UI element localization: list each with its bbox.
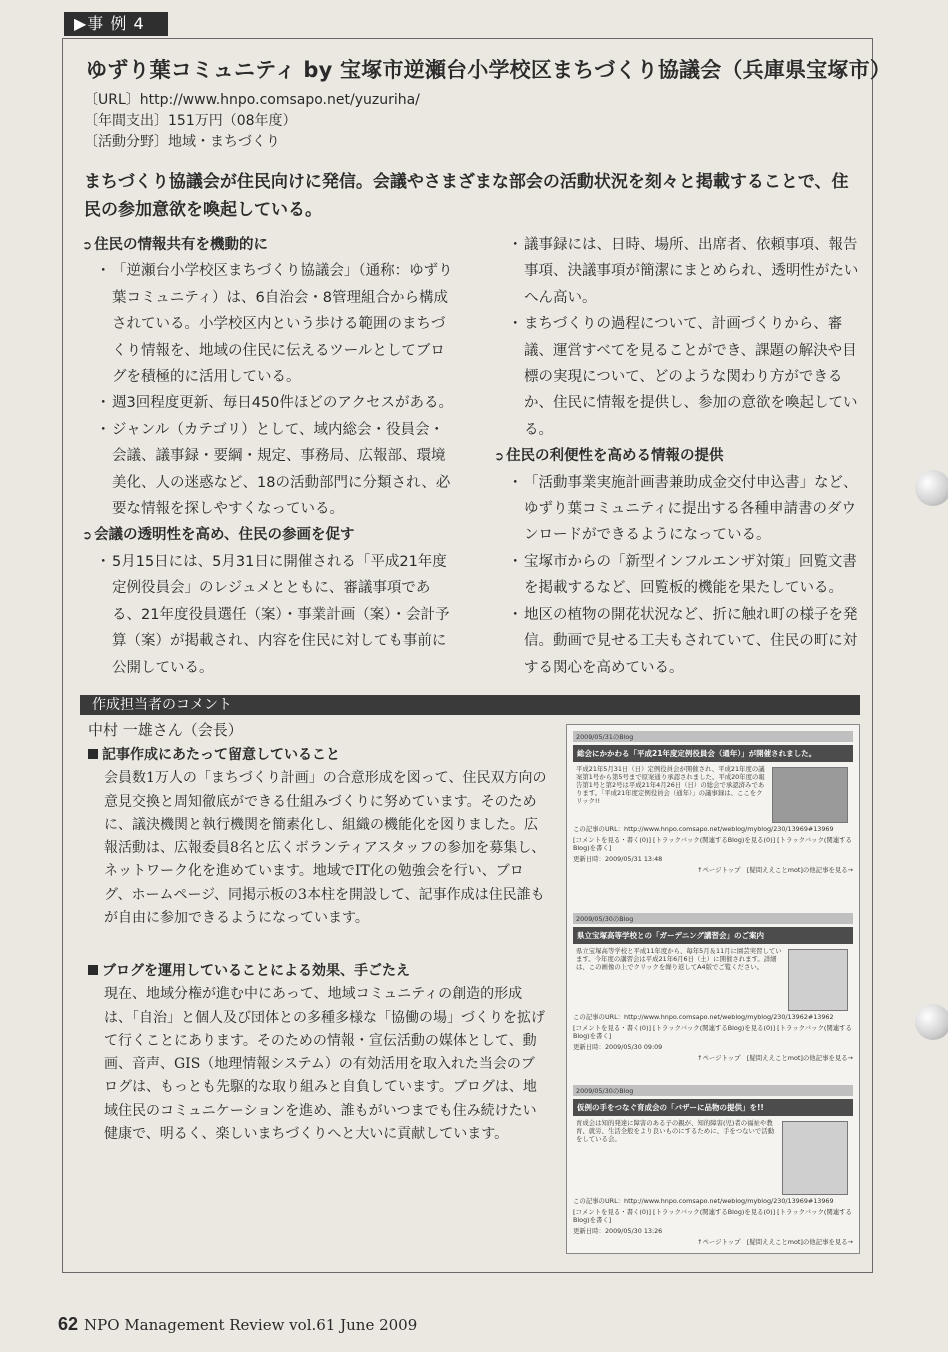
- article-meta: [84, 90, 420, 153]
- bullet-item: ・ 地区の植物の開花状況など、折に触れ町の様子を発信。動画で見せる工夫もされていて、住民の町に対する関心を高めている。: [508, 606, 858, 676]
- section-heading: ➲ 住民の情報共有を機動的に: [82, 237, 269, 253]
- square-bullet-icon: [88, 749, 98, 759]
- bullet-item: ・ 宝塚市からの「新型インフルエンザ対策」回覧文書を掲載するなど、回覧板的機能を果たしている。: [508, 553, 857, 597]
- comment-block-2: [88, 960, 548, 1146]
- entry-date: 2009/05/30のBlog: [573, 913, 853, 924]
- case-tag: ▶事 例 4: [64, 12, 168, 36]
- page-footer: [58, 1314, 417, 1335]
- entry-updated: 更新日時：2009/05/31 13:48: [573, 855, 663, 863]
- entry-updated: 更新日時：2009/05/30 13:26: [573, 1227, 663, 1235]
- entry-comment-links[interactable]: [コメントを見る・書く(0)] [トラックバック(関連するBlog)を見る(0)] [トラックバック(関連するBlog)を書く]: [573, 836, 852, 852]
- bullet-item: ・ まちづくりの過程について、計画づくりから、審議、運営すべてを見ることができ、課題の解決や目標の実現について、どのような関わり方ができるか、住民に情報を提供し、参加の意欲を喚起している。: [508, 316, 858, 438]
- comment-section-bar: 作成担当者のコメント: [80, 695, 860, 715]
- bullet-item: ・ 「逆瀬台小学校区まちづくり協議会」（通称：ゆずり葉コミュニティ）は、6自治会・8管理組合から構成されている。小学校区内という歩ける範囲のまちづくり情報を、地域の住民に伝えるツールとしてブログを積極的に活用している。: [96, 263, 453, 386]
- bullet-item: ・ 議事録には、日時、場所、出席者、依頼事項、報告事項、決議事項が簡潔にまとめられ、透明性がたいへん高い。: [508, 237, 859, 306]
- entry-flyer-image: [782, 1121, 848, 1195]
- section-heading: ➲ 住民の利便性を高める情報の提供: [494, 448, 724, 465]
- bullet-item: ・ 「活動事業実施計画書兼助成金交付申込書」など、ゆずり葉コミュニティに提出する各種申請書のダウンロードができるようになっている。: [508, 474, 858, 544]
- right-column: [494, 232, 864, 681]
- entry-url[interactable]: この記事のURL：http://www.hnpo.comsapo.net/weblog/myblog/230/13969#13969: [573, 825, 834, 833]
- entry-photo: [772, 767, 848, 823]
- entry-title[interactable]: 県立宝塚高等学校との「ガーデニング講習会」のご案内: [573, 927, 853, 944]
- meta-field: 〔活動分野〕地域・まちづくり: [84, 134, 280, 150]
- entry-date: 2009/05/30のBlog: [573, 1085, 853, 1096]
- arrow-icon: ➲: [82, 238, 93, 252]
- blog-entry: [573, 913, 853, 1062]
- comment-question: ブログを運用していることによる効果、手ごたえ: [88, 960, 548, 983]
- blog-entry: [573, 731, 853, 874]
- entry-body: 育成会は知的発達に障害のある子の親が、知的障害(児)者の福祉や教育、就労、生活全般をより良いものにするために、手をつないで活動をしている会。: [573, 1116, 853, 1146]
- entry-body: 平成21年5月31日（日）定例役員会が開催され、平成21年度の議案第1号から第5号まで原案通り承認されました。平成20年度の報告第1号と第2号は平成21年4月26日（日）の総会で承認済みであります。「平成21年度定例役員会（通年）」の議事録は、ここをクリック!!: [573, 762, 853, 808]
- entry-comment-links[interactable]: [コメントを見る・書く(0)] [トラックバック(関連するBlog)を見る(0)] [トラックバック(関連するBlog)を書く]: [573, 1208, 852, 1224]
- article-title: ゆずり葉コミュニティ by 宝塚市逆瀬台小学校区まちづくり協議会（兵庫県宝塚市）: [86, 58, 892, 82]
- comment-question: 記事作成にあたって留意していること: [88, 744, 548, 767]
- comment-block-1: [88, 744, 548, 930]
- bullet-item: ・ 5月15日には、5月31日に開催される「平成21年度定例役員会」のレジュメとともに、審議事項である、21年度役員選任（案）・事業計画（案）・会計予算（案）が掲載され、内容を住民に対しても事前に公開している。: [96, 553, 450, 676]
- blog-screenshot: [566, 724, 860, 1254]
- blog-entry: [573, 1085, 853, 1246]
- binder-hole: [915, 470, 948, 506]
- entry-comment-links[interactable]: [コメントを見る・書く(0)] [トラックバック(関連するBlog)を見る(0)] [トラックバック(関連するBlog)を書く]: [573, 1024, 852, 1040]
- entry-url[interactable]: この記事のURL：http://www.hnpo.comsapo.net/weblog/myblog/230/13969#13969: [573, 1197, 834, 1205]
- square-bullet-icon: [88, 965, 98, 975]
- entry-title[interactable]: 仮例の手をつなぐ育成会の「バザーに品物の提供」を!!: [573, 1099, 853, 1116]
- arrow-icon: ➲: [494, 449, 505, 464]
- section-heading: ➲ 会議の透明性を高め、住民の参画を促す: [82, 527, 355, 544]
- arrow-icon: ➲: [82, 528, 93, 543]
- meta-url: 〔URL〕http://www.hnpo.comsapo.net/yuzuriha/: [84, 92, 420, 108]
- binder-hole: [915, 1004, 948, 1040]
- entry-body: 県立宝塚高等学校と平成11年度から、毎年5月＆11月に園芸実習しています。今年度の講習会は平成21年6月6日（土）に開催されます。詳細は、この画像の上でクリックを繰り返してA4版でご覧ください。: [573, 944, 853, 974]
- entry-updated: 更新日時：2009/05/30 09:09: [573, 1043, 663, 1051]
- commenter-name: 中村 一雄さん（会長）: [88, 721, 243, 739]
- comment-answer: 会員数1万人の「まちづくり計画」の合意形成を図って、住民双方向の意見交換と周知徹底ができる仕組みづくりに努めています。そのために、議決機関と執行機関を簡素化し、組織の機能化を図りました。広報活動は、広報委員8名と広くボランティアスタッフの参加を募集し、ネットワーク化を進めています。地域でIT化の勉強会を行い、ブログ、ホームページ、同掲示板の3本柱を開設して、記事作成は住民誰もが自由に参加できるようになっています。: [104, 770, 547, 927]
- journal-name: NPO Management Review vol.61 June 2009: [84, 1316, 418, 1334]
- bullet-item: ・ 週3回程度更新、毎日450件ほどのアクセスがある。: [96, 395, 453, 412]
- entry-flyer-image: [788, 949, 848, 1011]
- entry-date: 2009/05/31のBlog: [573, 731, 853, 742]
- lead-text: まちづくり協議会が住民向けに発信。会議やさまざまな部会の活動状況を刻々と掲載することで、住民の参加意欲を喚起している。: [84, 172, 849, 220]
- page-number: 62: [58, 1314, 79, 1334]
- entry-footer-links[interactable]: ↑ページトップ [疑問ええことmot]の他記事を見る→: [697, 1238, 853, 1246]
- entry-footer-links[interactable]: ↑ページトップ [疑問ええことmot]の他記事を見る→: [697, 1054, 853, 1062]
- entry-title[interactable]: 総会にかかわる「平成21年度定例役員会（通年）」が開催されました。: [573, 745, 853, 762]
- comment-answer: 現在、地域分権が進む中にあって、地域コミュニティの創造的形成は、「自治」と個人及び団体との多種多様な「協働の場」づくりを拡げて行くことにあります。そのための情報・宣伝活動の媒体として、動画、音声、GIS（地理情報システム）の有効活用を取入れた当会のブログは、もっとも先駆的な取り組みと自負しています。ブログは、地域住民のコミュニケーションを進め、誰もがいつまでも住み続けたい健康で、明るく、楽しいまちづくりへと大いに貢献しています。: [104, 986, 545, 1143]
- meta-expense: 〔年間支出〕151万円（08年度）: [84, 113, 297, 129]
- bullet-item: ・ ジャンル（カテゴリ）として、域内総会・役員会・会議、議事録・要綱・規定、事務局、広報部、環境美化、人の迷惑など、18の活動部門に分類され、必要な情報を探しやすくなっている。: [96, 421, 451, 518]
- left-column: [82, 232, 454, 681]
- entry-url[interactable]: この記事のURL：http://www.hnpo.comsapo.net/weblog/myblog/230/13962#13962: [573, 1013, 834, 1021]
- entry-footer-links[interactable]: ↑ページトップ [疑問ええことmot]の他記事を見る→: [697, 866, 853, 874]
